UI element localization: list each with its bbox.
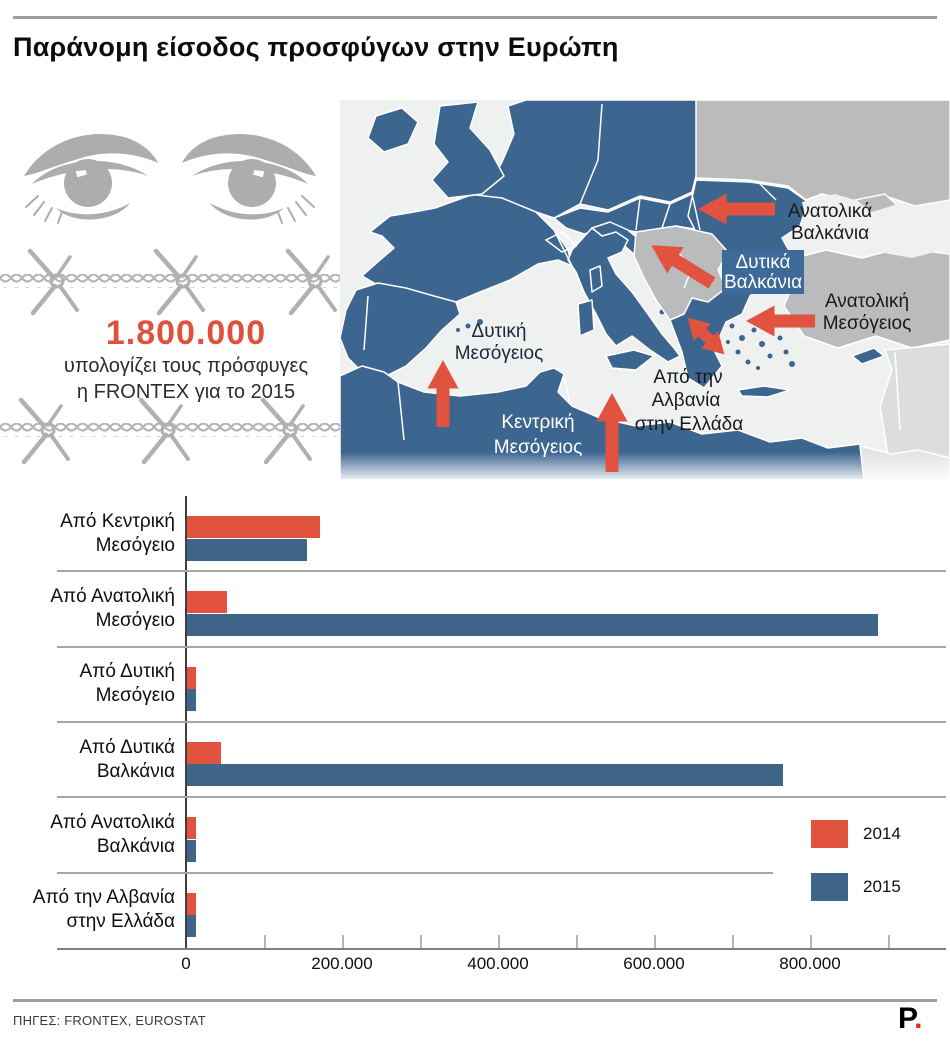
x-axis-tick <box>264 935 266 948</box>
map-label-albania-greece: Από την <box>653 367 723 388</box>
bar-2015 <box>187 840 196 862</box>
category-label: Από Κεντρική Μεσόγειο <box>60 510 175 556</box>
bar-chart <box>0 496 950 996</box>
x-axis-tick-label: 0 <box>181 954 191 973</box>
legend-label-2014: 2014 <box>863 824 901 843</box>
top-rule <box>13 16 937 19</box>
footer-sources: ΠΗΓΕΣ: FRONTEX, EUROSTAT <box>13 1013 206 1028</box>
footer-rule <box>13 999 937 1002</box>
bar-2014 <box>187 667 196 689</box>
barbed-wire-illustration-2 <box>0 392 352 470</box>
right-eye <box>182 134 316 223</box>
eyes-illustration <box>14 122 326 230</box>
x-axis <box>57 948 946 950</box>
map-label-eastern-balkans: Ανατολικά <box>787 201 873 222</box>
bar-2015 <box>187 614 878 636</box>
x-axis-tick <box>576 935 578 948</box>
svg-text:Μεσόγειος: Μεσόγειος <box>822 313 912 334</box>
map-label-western-balkans: Δυτικά <box>735 252 791 273</box>
svg-text:στην Ελλάδα: στην Ελλάδα <box>634 414 744 435</box>
brand-logo <box>898 1002 923 1036</box>
page-title: Παράνομη είσοδος προσφύγων στην Ευρώπη <box>13 32 619 62</box>
legend-swatch-2015 <box>811 873 848 901</box>
bar-2014 <box>187 893 196 915</box>
headline-number: 1.800.000 <box>105 314 267 352</box>
svg-text:Βαλκάνια: Βαλκάνια <box>790 223 870 244</box>
route-arrow-albania-greece <box>702 332 710 340</box>
svg-text:Μεσόγειος: Μεσόγειος <box>454 343 544 364</box>
x-axis-tick-label: 200.000 <box>311 954 373 973</box>
svg-text:Αλβανία: Αλβανία <box>651 390 721 411</box>
x-axis-tick-label: 800.000 <box>779 954 841 973</box>
legend-label-2015: 2015 <box>863 877 901 896</box>
map-label-central-med: Κεντρική <box>501 412 575 433</box>
x-axis-tick-label: 400.000 <box>467 954 529 973</box>
europe-map <box>340 100 950 480</box>
svg-text:Μεσόγειος: Μεσόγειος <box>493 437 583 458</box>
x-axis-tick-label: 600.000 <box>623 954 685 973</box>
category-label: Από Ανατολικά Βαλκάνια <box>50 811 175 857</box>
brand-logo-dot: . <box>914 1002 923 1035</box>
headline-caption-1: υπολογίζει τους πρόσφυγες <box>63 355 309 377</box>
bar-2015 <box>187 764 783 786</box>
row-separator <box>57 646 946 648</box>
x-axis-tick <box>342 935 344 948</box>
category-label: Από Δυτικά Βαλκάνια <box>79 736 175 782</box>
row-separator <box>57 796 946 798</box>
x-axis-tick <box>498 935 500 948</box>
bar-2015 <box>187 539 307 561</box>
bar-2015 <box>187 915 196 937</box>
map-label-eastern-med: Ανατολική <box>824 291 910 312</box>
x-axis-tick <box>732 935 734 948</box>
x-axis-tick <box>654 935 656 948</box>
x-axis-tick <box>810 935 812 948</box>
brand-logo-p: P <box>898 1002 915 1035</box>
barbed-wire-illustration <box>0 243 356 319</box>
row-separator <box>57 721 946 723</box>
map-bottom-fade <box>340 452 950 480</box>
row-separator <box>57 570 946 572</box>
legend-swatch-2014 <box>811 820 848 848</box>
bar-2015 <box>187 689 196 711</box>
x-axis-tick <box>888 935 890 948</box>
map-label-western-med: Δυτική <box>471 321 527 342</box>
headline-caption-2: η FRONTEX για το 2015 <box>76 381 296 403</box>
bar-2014 <box>187 516 320 538</box>
bar-2014 <box>187 817 196 839</box>
row-separator <box>57 872 773 874</box>
category-label: Από Ανατολική Μεσόγειο <box>50 585 175 631</box>
bar-2014 <box>187 742 221 764</box>
bar-2014 <box>187 591 227 613</box>
category-label: Από Δυτική Μεσόγειο <box>79 661 175 707</box>
x-axis-tick <box>420 935 422 948</box>
map-island-sardinia <box>578 300 594 336</box>
category-label: Από την Αλβανία στην Ελλάδα <box>32 887 175 933</box>
svg-text:Βαλκάνια: Βαλκάνια <box>723 272 803 293</box>
